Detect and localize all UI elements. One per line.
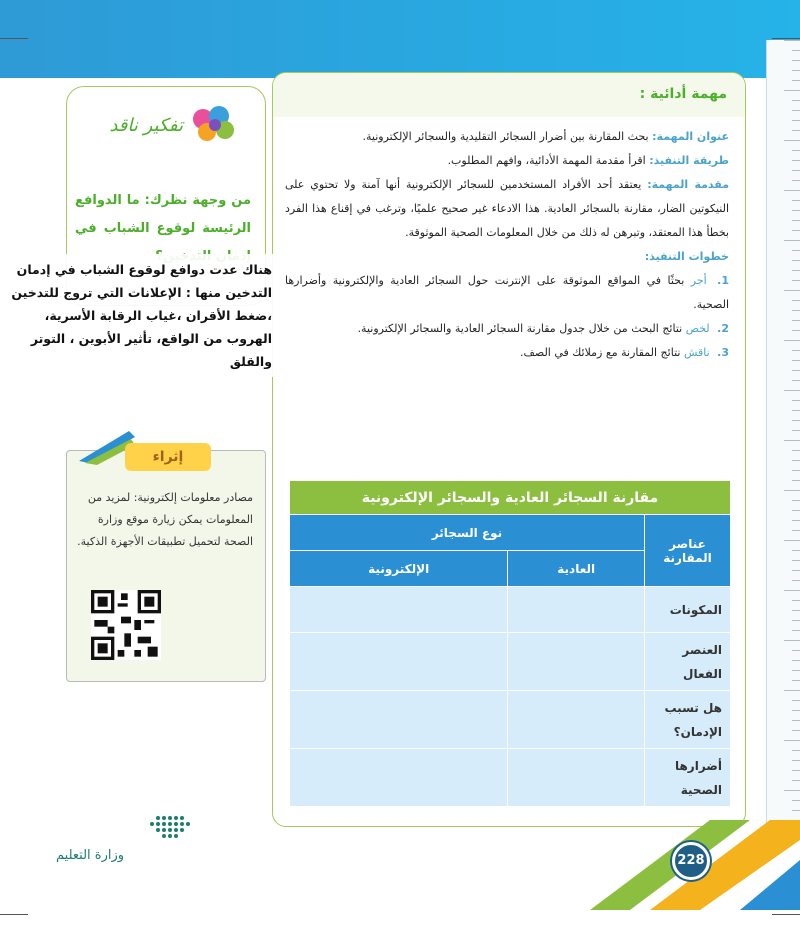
ruler-tick: [792, 410, 800, 411]
ruler-tick: [792, 110, 800, 111]
comparison-table: [289, 480, 731, 807]
ruler-tick: [784, 390, 800, 391]
ruler-tick: [792, 550, 800, 551]
ruler-tick: [792, 620, 800, 621]
side-ruler: [766, 40, 800, 840]
crop-mark: [0, 914, 28, 915]
task-step: [285, 341, 729, 365]
ruler-tick: [792, 260, 800, 261]
ruler-tick: [792, 60, 800, 61]
task-method-line: [285, 149, 729, 173]
task-steps-label: خطوات التنفيذ:: [644, 250, 729, 263]
table-row: [290, 633, 731, 691]
enrichment-tag: إثراء: [125, 443, 211, 471]
ruler-tick: [792, 730, 800, 731]
enrichment-box: [66, 450, 266, 682]
col-header-electronic: الإلكترونية: [290, 551, 508, 587]
row-label: هل تسبب الإدمان؟: [645, 691, 731, 749]
ruler-tick: [792, 560, 800, 561]
step-text: نتائج المقارنة مع زملائك في الصف.: [520, 346, 681, 359]
ruler-tick: [792, 680, 800, 681]
table-row: [290, 587, 731, 633]
ruler-tick: [792, 420, 800, 421]
step-verb: ناقش: [683, 346, 710, 359]
think-question: من وجهة نظرك: ما الدوافع الرئيسة لوقوع الشباب في: [75, 193, 251, 236]
ruler-tick: [792, 610, 800, 611]
step-text: نتائج البحث من خلال جدول مقارنة السجائر العادية والسجائر الإلكترونية.: [357, 322, 683, 335]
table-row: [290, 691, 731, 749]
ruler-tick: [784, 40, 800, 41]
crop-mark: [772, 914, 800, 915]
task-intro-line: [285, 173, 729, 245]
task-title-label: عنوان المهمة:: [652, 130, 729, 143]
ruler-tick: [792, 150, 800, 151]
ruler-tick: [784, 240, 800, 241]
ruler-tick: [792, 360, 800, 361]
task-title-text: بحث المقارنة بين أضرار السجائر التقليدية والسجائر الإلكترونية.: [362, 130, 649, 143]
ruler-tick: [792, 250, 800, 251]
top-banner: [0, 0, 800, 78]
ruler-tick: [792, 130, 800, 131]
col-header-regular: العادية: [508, 551, 645, 587]
ruler-tick: [792, 180, 800, 181]
step-number: 3.: [717, 346, 729, 359]
ruler-tick: [792, 80, 800, 81]
task-intro-label: مقدمة المهمة:: [647, 178, 730, 191]
task-method-label: طريقة التنفيذ:: [649, 154, 729, 167]
ruler-tick: [792, 660, 800, 661]
step-number: 1.: [717, 274, 729, 287]
ruler-tick: [784, 540, 800, 541]
table-title: مقارنة السجائر العادية والسجائر الإلكترونية: [290, 481, 731, 515]
ministry-name: وزارة التعليم: [56, 848, 125, 863]
table-cell[interactable]: [290, 749, 508, 807]
table-cell[interactable]: [508, 691, 645, 749]
ruler-tick: [784, 90, 800, 91]
ruler-tick: [792, 710, 800, 711]
ministry-logo: [56, 812, 216, 872]
qr-code-icon[interactable]: [91, 589, 161, 661]
ruler-tick: [792, 170, 800, 171]
table-cell[interactable]: [290, 691, 508, 749]
ruler-tick: [792, 700, 800, 701]
ruler-tick: [784, 790, 800, 791]
ruler-tick: [784, 690, 800, 691]
think-title: تفكير ناقد: [109, 115, 183, 136]
ruler-tick: [792, 230, 800, 231]
ruler-tick: [792, 650, 800, 651]
ruler-tick: [792, 280, 800, 281]
task-step: [285, 269, 729, 317]
ruler-tick: [792, 750, 800, 751]
ruler-tick: [792, 770, 800, 771]
ruler-tick: [784, 190, 800, 191]
col-header-elements: عناصر المقارنة: [645, 515, 731, 587]
ruler-tick: [792, 320, 800, 321]
ruler-tick: [792, 160, 800, 161]
row-label: المكونات: [645, 587, 731, 633]
ruler-tick: [792, 670, 800, 671]
step-text: بحثًا في المواقع الموثوقة على الإنترنت حول السجائر العادية والإلكترونية وأضرارها الصحية.: [285, 274, 729, 311]
ruler-tick: [792, 470, 800, 471]
task-title: مهمة أدائية :: [639, 86, 727, 102]
table-cell[interactable]: [290, 633, 508, 691]
row-label: أضرارها الصحية: [645, 749, 731, 807]
step-number: 2.: [717, 322, 729, 335]
task-step: [285, 317, 729, 341]
ruler-tick: [792, 350, 800, 351]
ruler-tick: [784, 640, 800, 641]
col-header-type: نوع السجائر: [290, 515, 645, 551]
ruler-tick: [792, 430, 800, 431]
ruler-tick: [792, 330, 800, 331]
enrichment-text: مصادر معلومات إلكترونية: لمزيد من المعلومات يمكن زيارة موقع وزارة الصحة لتحميل تطبيقات الأجهزة الذكية.: [77, 491, 253, 548]
crop-mark: [772, 38, 800, 39]
ruler-tick: [792, 480, 800, 481]
ruler-tick: [792, 460, 800, 461]
ruler-tick: [792, 50, 800, 51]
crop-mark: [0, 38, 28, 39]
table-cell[interactable]: [508, 587, 645, 633]
ruler-tick: [792, 70, 800, 71]
ruler-tick: [792, 220, 800, 221]
task-method-text: اقرأ مقدمة المهمة الأدائية، وافهم المطلوب.: [447, 154, 646, 167]
step-verb: لخص: [685, 322, 710, 335]
task-title-line: [285, 125, 729, 149]
task-header: [273, 73, 745, 117]
ruler-tick: [784, 440, 800, 441]
ruler-tick: [792, 370, 800, 371]
ruler-tick: [792, 510, 800, 511]
ruler-tick: [792, 580, 800, 581]
table-row: [290, 749, 731, 807]
ruler-tick: [784, 590, 800, 591]
ministry-logo-icon: [116, 812, 216, 842]
step-verb: أجر: [690, 274, 707, 287]
task-body: [285, 125, 729, 365]
table-cell[interactable]: [508, 749, 645, 807]
row-label: العنصر الفعال: [645, 633, 731, 691]
ruler-tick: [792, 100, 800, 101]
ruler-tick: [792, 600, 800, 601]
page-number: 228: [672, 842, 710, 880]
ruler-tick: [784, 140, 800, 141]
ruler-tick: [792, 720, 800, 721]
student-answer: هناك عدت دوافع لوقوع الشباب في إدمان التدخين منها : الإعلانات التي تروج للتدخين ،ضغط الأقران ،غياب الرقابة الأسرية، الهروب من الواقع، تأثير الأبوين ، التوتر والقلق: [0, 254, 276, 377]
ruler-tick: [792, 270, 800, 271]
ruler-tick: [784, 490, 800, 491]
ruler-tick: [792, 500, 800, 501]
ruler-tick: [792, 380, 800, 381]
ruler-tick: [792, 310, 800, 311]
ruler-tick: [792, 520, 800, 521]
ruler-tick: [784, 290, 800, 291]
ruler-tick: [784, 340, 800, 341]
ruler-tick: [792, 570, 800, 571]
performance-task-panel: [272, 72, 746, 827]
ruler-tick: [792, 630, 800, 631]
ruler-tick: [792, 400, 800, 401]
ruler-tick: [792, 530, 800, 531]
ruler-tick: [792, 780, 800, 781]
ruler-tick: [792, 120, 800, 121]
ruler-tick: [792, 300, 800, 301]
task-intro-text: يعتقد أحد الأفراد المستخدمين للسجائر الإلكترونية أنها آمنة ولا تحتوي على النيكوتين الضار، مقارنة بالسجائر العادية. هذا الادعاء غير صحيح علميًا، وترغب في إقناع هذا الفرد بخطأ هذا المعتقد، وتبرهن له ذلك من خلال المعلومات الصحية الموثوقة.: [285, 178, 729, 239]
ruler-tick: [792, 210, 800, 211]
table-cell[interactable]: [508, 633, 645, 691]
table-cell[interactable]: [290, 587, 508, 633]
ruler-tick: [792, 760, 800, 761]
ruler-tick: [792, 450, 800, 451]
brain-icon: [191, 105, 235, 145]
ruler-tick: [784, 740, 800, 741]
ruler-tick: [792, 200, 800, 201]
